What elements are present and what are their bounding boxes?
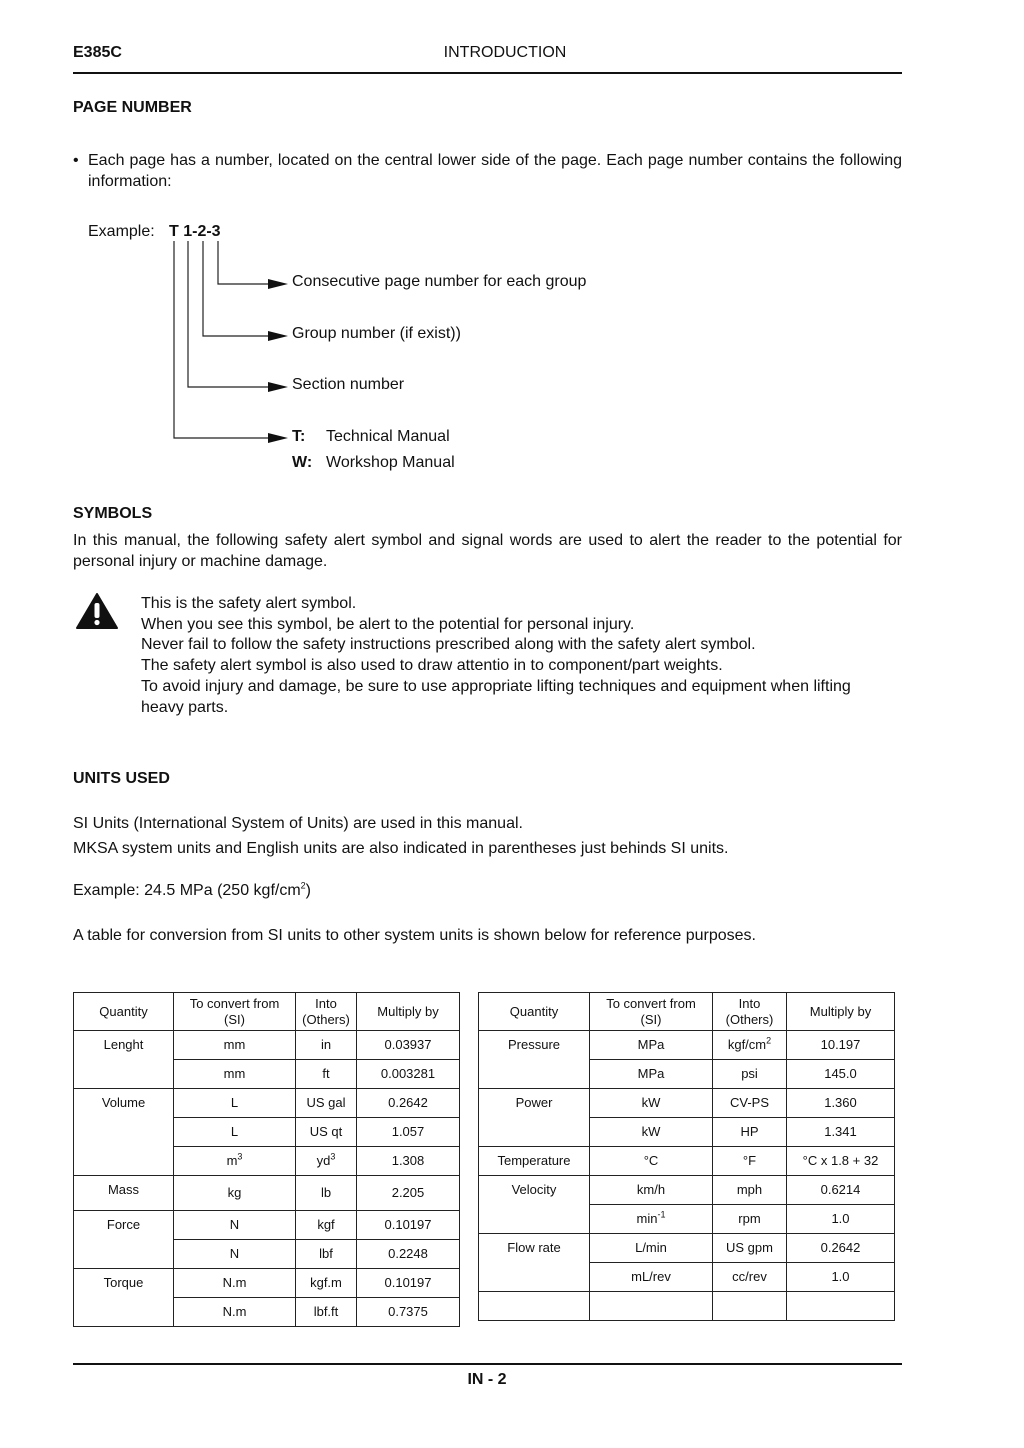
table-row-empty bbox=[479, 1292, 895, 1321]
table-row: mm ft 0.003281 bbox=[74, 1060, 460, 1089]
header-from: To convert from (SI) bbox=[590, 993, 713, 1031]
table-row: Torque N.m kgf.m 0.10197 bbox=[74, 1269, 460, 1298]
section-title: INTRODUCTION bbox=[443, 44, 567, 61]
quantity-cell: Pressure bbox=[479, 1031, 590, 1089]
units-example: Example: 24.5 MPa (250 kgf/$cm^2$) bbox=[73, 880, 311, 899]
units-line-2: MKSA system units and English units are also indicated in parentheses just behinds SI units. bbox=[73, 840, 729, 857]
header-multiply: Multiply by bbox=[357, 993, 460, 1031]
arrow-section bbox=[268, 382, 288, 392]
quantity-cell: Force bbox=[74, 1211, 174, 1269]
header-quantity: Quantity bbox=[74, 993, 174, 1031]
label-t-key: T: bbox=[292, 428, 306, 445]
arrow-manual-type bbox=[268, 433, 288, 443]
symbols-heading: SYMBOLS bbox=[73, 505, 153, 522]
table-row: Pressure MPa kgf/$cm^2$ 10.197 bbox=[479, 1031, 895, 1060]
label-group: Group number (if exist)) bbox=[292, 325, 461, 342]
conversion-table-right bbox=[478, 992, 895, 1321]
page-number-diagram bbox=[0, 0, 1024, 480]
table-row: Lenght mm in 0.03937 bbox=[74, 1031, 460, 1060]
footer-page-number: IN - 2 bbox=[467, 1371, 507, 1388]
table-row: Force N kgf 0.10197 bbox=[74, 1211, 460, 1240]
connector-section bbox=[188, 241, 272, 387]
table-row: N.m lbf.ft 0.7375 bbox=[74, 1298, 460, 1327]
safety-text bbox=[141, 594, 902, 718]
header-from: To convert from (SI) bbox=[174, 993, 296, 1031]
label-w-value: Workshop Manual bbox=[326, 454, 455, 471]
header-into: Into (Others) bbox=[713, 993, 787, 1031]
label-consecutive: Consecutive page number for each group bbox=[292, 273, 587, 290]
warning-triangle-icon bbox=[75, 592, 119, 630]
header-into: Into (Others) bbox=[296, 993, 357, 1031]
document-model: E385C bbox=[73, 44, 122, 61]
table-row: Temperature °C °F °C x 1.8 + 32 bbox=[479, 1147, 895, 1176]
connector-manual-type bbox=[174, 241, 272, 438]
table-row: L US qt 1.057 bbox=[74, 1118, 460, 1147]
table-row: Velocity km/h mph 0.6214 bbox=[479, 1176, 895, 1205]
arrow-group bbox=[268, 331, 288, 341]
page-number-heading: PAGE NUMBER bbox=[73, 99, 192, 116]
label-section: Section number bbox=[292, 376, 405, 393]
quantity-cell: Torque bbox=[74, 1269, 174, 1327]
example-code: T 1-2-3 bbox=[169, 223, 221, 240]
table-row: $\min^{-1}$ rpm 1.0 bbox=[479, 1205, 895, 1234]
table-row: Power kW CV-PS 1.360 bbox=[479, 1089, 895, 1118]
safety-line: heavy parts. bbox=[141, 698, 229, 716]
table-row: N lbf 0.2248 bbox=[74, 1240, 460, 1269]
safety-line: When you see this symbol, be alert to the potential for personal injury. bbox=[141, 615, 635, 633]
symbols-intro: In this manual, the following safety alert symbol and signal words are used to alert the reader to the potential for personal injury or machine damage. bbox=[73, 532, 902, 570]
header-multiply: Multiply by bbox=[787, 993, 895, 1031]
label-w-key: W: bbox=[292, 454, 313, 471]
table-row: kW HP 1.341 bbox=[479, 1118, 895, 1147]
table-row: MPa psi 145.0 bbox=[479, 1060, 895, 1089]
units-line-1: SI Units (International System of Units) are used in this manual. bbox=[73, 815, 523, 832]
label-t-value: Technical Manual bbox=[326, 428, 450, 445]
header-quantity: Quantity bbox=[479, 993, 590, 1031]
quantity-cell: Flow rate bbox=[479, 1234, 590, 1292]
table-row: $m^3$ $yd^3$ 1.308 bbox=[74, 1147, 460, 1176]
safety-line: The safety alert symbol is also used to draw attentio in to component/part weights. bbox=[141, 657, 723, 675]
table-intro: A table for conversion from SI units to other system units is shown below for reference purposes. bbox=[73, 927, 756, 944]
conversion-table-left bbox=[73, 992, 460, 1327]
table-row: Flow rate L/min US gpm 0.2642 bbox=[479, 1234, 895, 1263]
quantity-cell: Volume bbox=[74, 1089, 174, 1176]
arrow-consecutive bbox=[268, 279, 288, 289]
connector-group bbox=[203, 241, 272, 336]
table-row: mL/rev cc/rev 1.0 bbox=[479, 1263, 895, 1292]
safety-line: This is the safety alert symbol. bbox=[141, 595, 357, 612]
table-header-row bbox=[479, 993, 895, 1031]
quantity-cell: Power bbox=[479, 1089, 590, 1147]
quantity-cell: Velocity bbox=[479, 1176, 590, 1234]
table-row: Volume L US gal 0.2642 bbox=[74, 1089, 460, 1118]
table-header-row bbox=[74, 993, 460, 1031]
quantity-cell: Lenght bbox=[74, 1031, 174, 1089]
bullet: • bbox=[73, 152, 79, 169]
quantity-cell: Temperature bbox=[479, 1147, 590, 1176]
safety-line: To avoid injury and damage, be sure to use appropriate lifting techniques and equipment when lifting bbox=[141, 677, 851, 695]
bullet-text: Each page has a number, located on the central lower side of the page. Each page number contains the following information: bbox=[88, 152, 902, 190]
units-heading: UNITS USED bbox=[73, 770, 170, 787]
footer-rule bbox=[73, 1363, 902, 1365]
safety-line: Never fail to follow the safety instructions prescribed along with the safety alert symbol. bbox=[141, 636, 756, 654]
example-label: Example: bbox=[88, 223, 155, 240]
quantity-cell: Mass bbox=[74, 1176, 174, 1211]
connector-consecutive bbox=[218, 241, 272, 284]
table-row: Mass kg lb 2.205 bbox=[74, 1176, 460, 1211]
